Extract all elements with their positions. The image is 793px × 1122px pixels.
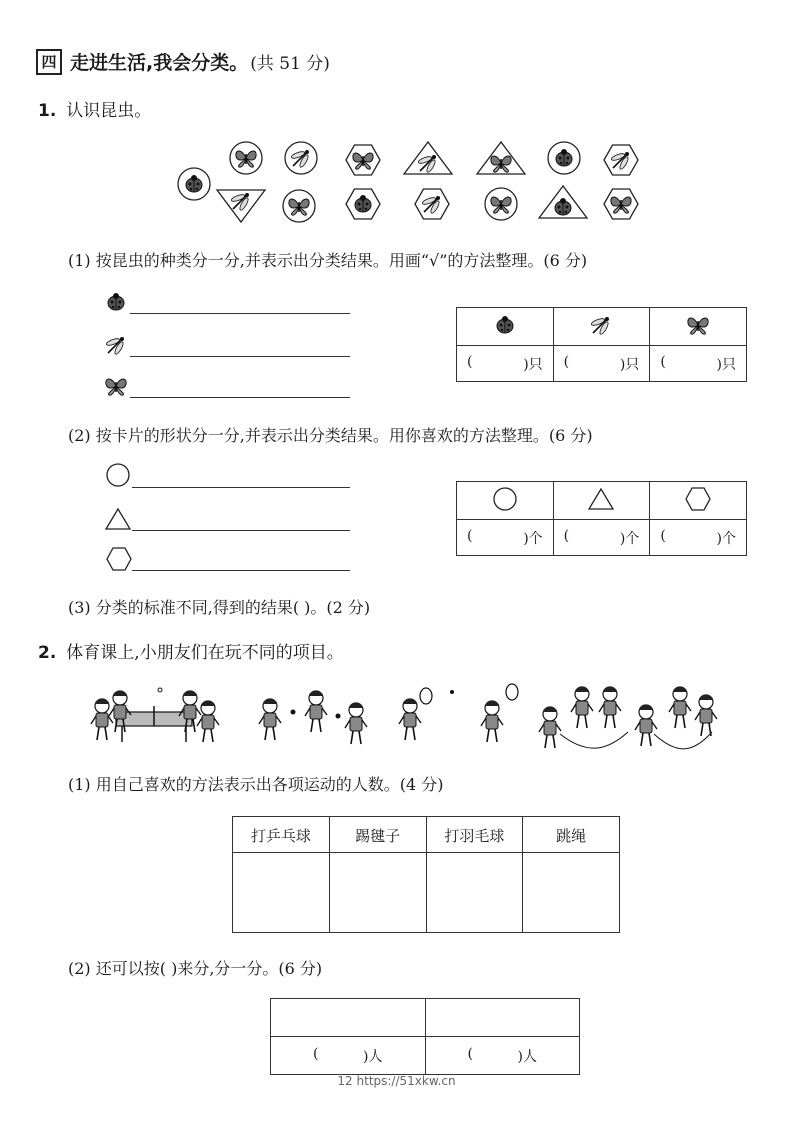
card-triangle-ladybug	[539, 186, 587, 218]
section-score: (共 51 分)	[250, 54, 330, 74]
table-header-triangle	[553, 482, 650, 520]
triangle-icon	[586, 485, 616, 513]
shape-count-table	[456, 481, 747, 556]
answer-line-triangle[interactable]	[132, 530, 350, 531]
group-header-2[interactable]	[425, 999, 580, 1037]
question-1-part-2: (2) 按卡片的形状分一分,并表示出分类结果。用你喜欢的方法整理。(6 分)	[68, 426, 593, 445]
question-2-text: 体育课上,小朋友们在玩不同的项目。	[66, 643, 344, 663]
answer-cell-jump-rope[interactable]	[523, 853, 620, 933]
question-1-part-3: (3) 分类的标准不同,得到的结果( )。(2 分)	[68, 598, 371, 617]
answer-cell-butterfly[interactable]: ( )只	[650, 346, 747, 382]
card-circle-butterfly	[283, 190, 315, 222]
table-header-shuttlecock: 踢毽子	[329, 817, 426, 853]
card-triangle-down-dragonfly	[217, 190, 265, 222]
ladybug-icon	[493, 313, 517, 337]
answer-line-circle[interactable]	[132, 487, 350, 488]
section-number: 四	[36, 49, 62, 75]
dragonfly-icon	[589, 313, 613, 337]
group-header-1[interactable]	[271, 999, 426, 1037]
answer-cell-group-2[interactable]: ( )人	[425, 1037, 580, 1075]
answer-cell-group-1[interactable]: ( )人	[271, 1037, 426, 1075]
butterfly-icon	[686, 313, 710, 337]
answer-cell-dragonfly[interactable]: ( )只	[553, 346, 650, 382]
table-header-badminton: 打羽毛球	[426, 817, 523, 853]
circle-icon	[490, 485, 520, 513]
answer-cell-ping-pong[interactable]	[233, 853, 330, 933]
card-circle-butterfly	[230, 142, 262, 174]
section-title: 走进生活,我会分类。	[70, 52, 249, 74]
card-circle-ladybug	[178, 168, 210, 200]
question-1	[38, 96, 151, 121]
answer-cell-hexagon[interactable]: ( )个	[650, 520, 747, 556]
answer-line-dragonfly[interactable]	[130, 356, 350, 357]
card-circle-butterfly	[485, 188, 517, 220]
card-hexagon-butterfly	[604, 189, 638, 219]
question-2-number: 2.	[38, 643, 57, 663]
table-header-jump-rope: 跳绳	[523, 817, 620, 853]
answer-line-ladybug[interactable]	[130, 313, 350, 314]
shuttlecock-scene	[259, 691, 367, 744]
ping-pong-scene	[91, 688, 219, 742]
jump-rope-scene	[539, 687, 717, 749]
table-header-hexagon	[650, 482, 747, 520]
butterfly-icon	[104, 374, 128, 398]
answer-cell-triangle[interactable]: ( )个	[553, 520, 650, 556]
answer-cell-shuttlecock[interactable]	[329, 853, 426, 933]
answer-cell-badminton[interactable]	[426, 853, 523, 933]
answer-cell-circle[interactable]: ( )个	[457, 520, 554, 556]
insect-cards-illustration	[170, 138, 650, 228]
question-2-part-2: (2) 还可以按( )来分,分一分。(6 分)	[68, 959, 323, 978]
sports-count-table	[232, 816, 620, 933]
card-hexagon-ladybug	[346, 189, 380, 219]
question-1-number: 1.	[38, 101, 57, 121]
section-header	[36, 48, 330, 75]
insect-count-table	[456, 307, 747, 382]
triangle-icon	[104, 506, 132, 532]
answer-line-butterfly[interactable]	[130, 397, 350, 398]
group-count-table	[270, 998, 580, 1075]
ladybug-icon	[104, 290, 128, 314]
question-2-part-1: (1) 用自己喜欢的方法表示出各项运动的人数。(4 分)	[68, 775, 444, 794]
card-triangle-dragonfly	[404, 142, 452, 174]
question-1-part-1: (1) 按昆虫的种类分一分,并表示出分类结果。用画“√”的方法整理。(6 分)	[68, 251, 588, 270]
question-1-text: 认识昆虫。	[66, 101, 152, 121]
sports-illustration	[88, 676, 728, 756]
card-triangle-butterfly	[477, 142, 525, 174]
card-hexagon-dragonfly	[604, 145, 638, 175]
table-header-butterfly	[650, 308, 747, 346]
circle-icon	[104, 462, 132, 488]
table-header-ladybug	[457, 308, 554, 346]
answer-line-hexagon[interactable]	[132, 570, 350, 571]
page-footer: 12 https://51xkw.cn	[337, 1074, 456, 1088]
card-circle-dragonfly	[285, 142, 317, 174]
table-header-ping-pong: 打乒乓球	[233, 817, 330, 853]
card-hexagon-dragonfly	[415, 189, 449, 219]
question-2	[38, 638, 344, 663]
hexagon-icon	[683, 485, 713, 513]
badminton-scene	[399, 684, 518, 742]
hexagon-icon	[104, 546, 134, 572]
card-circle-ladybug	[548, 142, 580, 174]
table-header-dragonfly	[553, 308, 650, 346]
dragonfly-icon	[104, 333, 128, 357]
card-hexagon-butterfly	[346, 145, 380, 175]
answer-cell-ladybug[interactable]: ( )只	[457, 346, 554, 382]
table-header-circle	[457, 482, 554, 520]
